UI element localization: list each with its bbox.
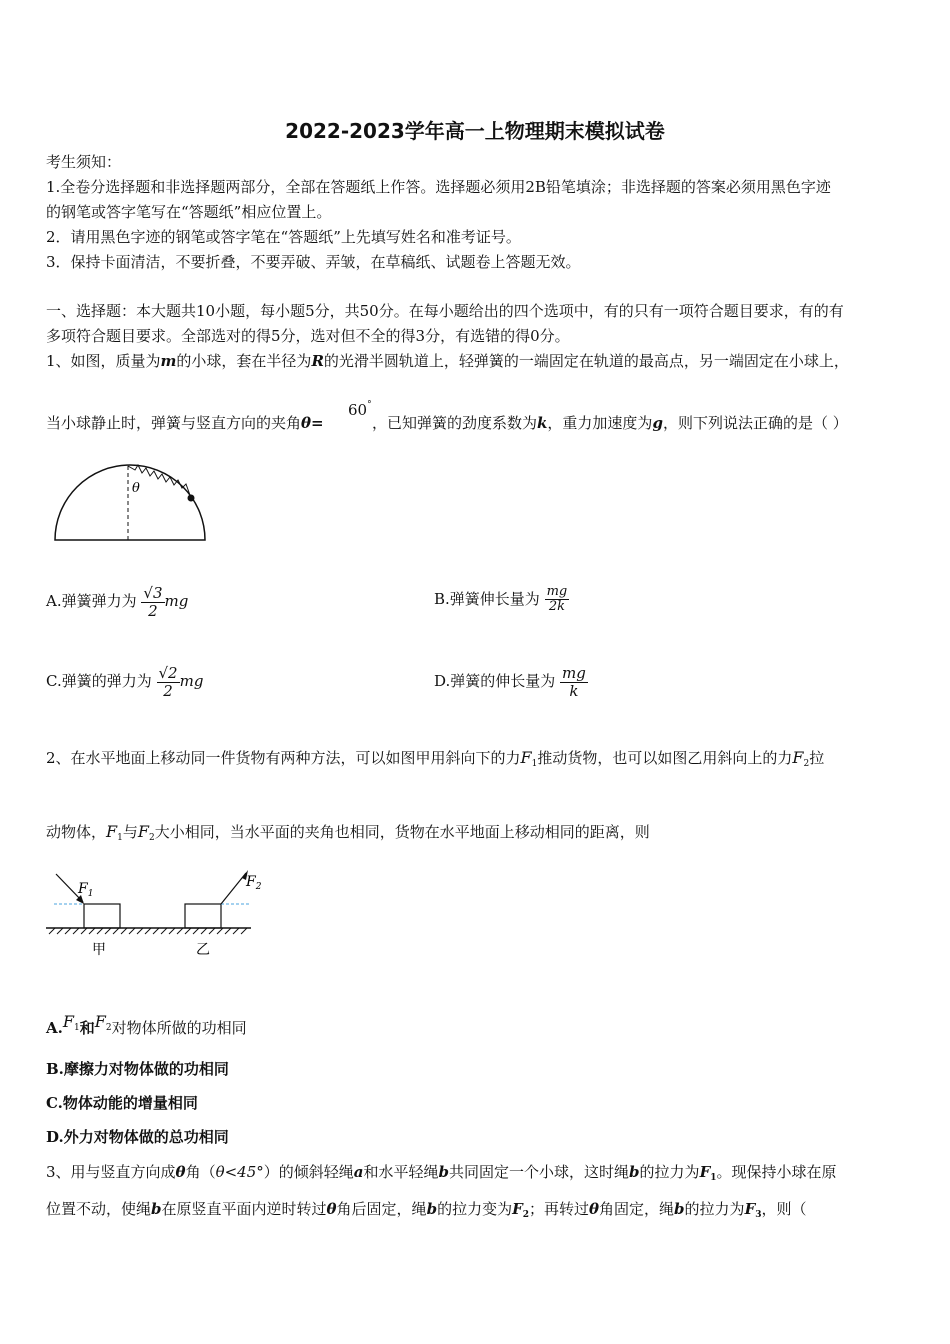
notice-item-2: 2．请用黑色字迹的钢笔或答字笔在“答题纸”上先填写姓名和准考证号。	[46, 228, 521, 246]
denominator: 2	[163, 681, 173, 700]
ground-hatching	[49, 928, 247, 934]
q2-text: 推动货物，也可以如图乙用斜向上的力	[537, 749, 793, 767]
fraction	[157, 665, 180, 699]
q1-text: 的小球，套在半径为	[176, 352, 312, 370]
label-F: F	[246, 874, 256, 890]
page-title: 2022-2023学年高一上物理期末模拟试卷	[285, 119, 665, 143]
sub-3: 3	[755, 1210, 762, 1220]
var-F: F	[792, 748, 804, 767]
sub-1: 1	[710, 1173, 717, 1183]
numerator: mg	[546, 584, 568, 599]
denominator: 2	[148, 601, 158, 620]
sub-1: 1	[531, 759, 538, 769]
q2-text: 拉	[809, 749, 825, 767]
q3-text: ；再转过	[529, 1200, 590, 1218]
q3-line-2	[46, 1199, 807, 1225]
q2-option-A[interactable]	[46, 1012, 247, 1038]
numerator: √3	[143, 584, 163, 602]
q3-text: 角后固定，绳	[336, 1200, 427, 1218]
q2-line-1	[46, 748, 824, 774]
q2-option-D[interactable]	[46, 1127, 229, 1147]
sub-2: 2	[522, 1210, 529, 1220]
option-text: 对物体所做的功相同	[111, 1019, 247, 1037]
var-theta: θ	[175, 1163, 186, 1181]
var-b: b	[426, 1200, 438, 1218]
label-F1	[77, 881, 93, 899]
q1-theta-eq: θ=	[301, 414, 324, 432]
label-F: F	[78, 881, 88, 897]
label-yi: 乙	[196, 942, 210, 958]
option-text: B.摩擦力对物体做的功相同	[46, 1060, 229, 1078]
q2-text: 2、在水平地面上移动同一件货物有两种方法，可以如图甲用斜向下的力	[46, 749, 521, 767]
q1-var-k: k	[537, 414, 548, 432]
q1-option-C[interactable]	[46, 665, 203, 699]
q2-text: 大小相同，当水平面的夹角也相同，货物在水平地面上移动相同的距离，则	[154, 823, 650, 841]
option-tail: mg	[179, 672, 204, 690]
option-label: C.弹簧的弹力为	[46, 672, 152, 690]
q1-var-g: g	[652, 414, 663, 432]
var-F: F	[106, 822, 118, 841]
q1-line-1	[46, 351, 849, 371]
option-label: D.弹簧的伸长量为	[434, 672, 556, 690]
notice-item-1a: 1.全卷分选择题和非选择题两部分，全部在答题纸上作答。选择题必须用2B铅笔填涂；非选择题的答案必须用黑色字迹	[46, 178, 831, 196]
var-F: F	[744, 1200, 756, 1218]
q1-option-A[interactable]	[46, 585, 188, 619]
q3-text: 位置不动，使绳	[46, 1200, 152, 1218]
var-b: b	[629, 1163, 640, 1181]
q1-text: 1、如图，质量为	[46, 352, 161, 370]
option-tail: mg	[164, 592, 189, 610]
option-label: A.弹簧弹力为	[46, 592, 137, 610]
q3-text: 角固定，绳	[599, 1200, 675, 1218]
denominator: k	[569, 681, 579, 700]
q3-text: 在原竖直平面内逆时转过	[161, 1200, 327, 1218]
ball	[188, 495, 195, 502]
var-F: F	[512, 1200, 523, 1218]
numerator: √2	[158, 664, 178, 682]
q1-var-m: m	[160, 352, 177, 370]
q3-text: 和水平轻绳	[363, 1163, 439, 1181]
option-label: B.弹簧伸长量为	[434, 589, 540, 608]
sub-1: 1	[73, 1023, 80, 1033]
condition: θ<45°	[215, 1163, 264, 1181]
q3-text: 的拉力变为	[437, 1200, 513, 1218]
var-F: F	[62, 1012, 74, 1031]
notice-item-1b: 的钢笔或答字笔写在“答题纸”相应位置上。	[46, 203, 332, 221]
q1-line-2	[46, 413, 324, 433]
fraction	[560, 665, 588, 699]
notice-heading: 考生须知：	[46, 153, 122, 171]
q2-figure-forces	[46, 862, 262, 962]
fraction	[545, 585, 570, 615]
arrow-F2	[221, 873, 246, 904]
q1-degree: °	[367, 400, 372, 410]
q1-figure-semicircle	[50, 460, 210, 545]
q3-text: 角（	[185, 1163, 216, 1181]
var-b: b	[674, 1200, 685, 1218]
theta-label: θ	[132, 481, 140, 496]
option-text: C.物体动能的增量相同	[46, 1094, 198, 1112]
q1-text: 的光滑半圆轨道上，轻弹簧的一端固定在轨道的最高点，另一端固定在小球上，	[323, 352, 849, 370]
notice-item-3: 3．保持卡面清洁，不要折叠，不要弄破、弄皱，在草稿纸、试题卷上答题无效。	[46, 253, 581, 271]
box-jia	[84, 904, 120, 928]
denominator: 2k	[548, 599, 565, 615]
var-b: b	[151, 1200, 162, 1218]
label-sub: 2	[255, 882, 262, 892]
q3-text: ）的倾斜轻绳	[263, 1163, 354, 1181]
q1-text: 当小球静止时，弹簧与竖直方向的夹角	[46, 414, 302, 432]
q1-angle	[348, 400, 372, 419]
section-heading-line-2: 多项符合题目要求。全部选对的得5分，选对但不全的得3分，有选错的得0分。	[46, 327, 570, 345]
q2-text: 动物体，	[46, 823, 107, 841]
q1-var-R: R	[311, 352, 324, 370]
q1-option-B[interactable]	[434, 585, 569, 615]
q3-text: 3、用与竖直方向成	[46, 1163, 176, 1181]
sub-2: 2	[148, 833, 155, 843]
var-theta: θ	[326, 1200, 337, 1218]
var-a: a	[353, 1163, 364, 1181]
q1-line-2b	[372, 413, 848, 433]
var-F: F	[137, 822, 149, 841]
section-heading-line-1: 一、选择题：本大题共10小题，每小题5分，共50分。在每小题给出的四个选项中，有的只有一项符合题目要求，有的有	[46, 302, 844, 320]
var-F: F	[699, 1163, 711, 1181]
fraction	[141, 585, 164, 619]
q2-option-B[interactable]	[46, 1059, 229, 1079]
q3-text: 共同固定一个小球，这时绳	[449, 1163, 630, 1181]
q1-text: ，重力加速度为	[547, 414, 653, 432]
var-F: F	[520, 748, 532, 767]
q2-line-2	[46, 822, 650, 848]
semicircle-track	[55, 465, 205, 540]
var-b: b	[438, 1163, 450, 1181]
label-jia: 甲	[92, 942, 106, 958]
sub-1: 1	[117, 833, 123, 843]
var-F: F	[94, 1012, 106, 1031]
q3-line-1	[46, 1162, 837, 1188]
label-F2	[245, 874, 262, 892]
label-sub: 1	[87, 889, 94, 899]
q1-option-D[interactable]	[434, 665, 588, 699]
q3-text: 。现保持小球在原	[716, 1163, 837, 1181]
q3-text: ，则（	[761, 1200, 807, 1218]
var-theta: θ	[589, 1200, 600, 1218]
q1-text: ，则下列说法正确的是（ ）	[662, 414, 848, 432]
box-yi	[185, 904, 221, 928]
q2-option-C[interactable]	[46, 1093, 198, 1113]
q2-text: 与	[122, 823, 138, 841]
option-text: 和	[79, 1019, 95, 1037]
option-label: A.	[46, 1019, 63, 1037]
sub-2: 2	[105, 1023, 112, 1033]
sub-2: 2	[803, 759, 810, 769]
q1-text: ，已知弹簧的劲度系数为	[372, 414, 538, 432]
q1-angle-value: 60	[348, 401, 368, 419]
q3-text: 的拉力为	[639, 1163, 700, 1181]
option-text: D.外力对物体做的总功相同	[46, 1128, 229, 1146]
numerator: mg	[562, 664, 586, 682]
q3-text: 的拉力为	[684, 1200, 745, 1218]
